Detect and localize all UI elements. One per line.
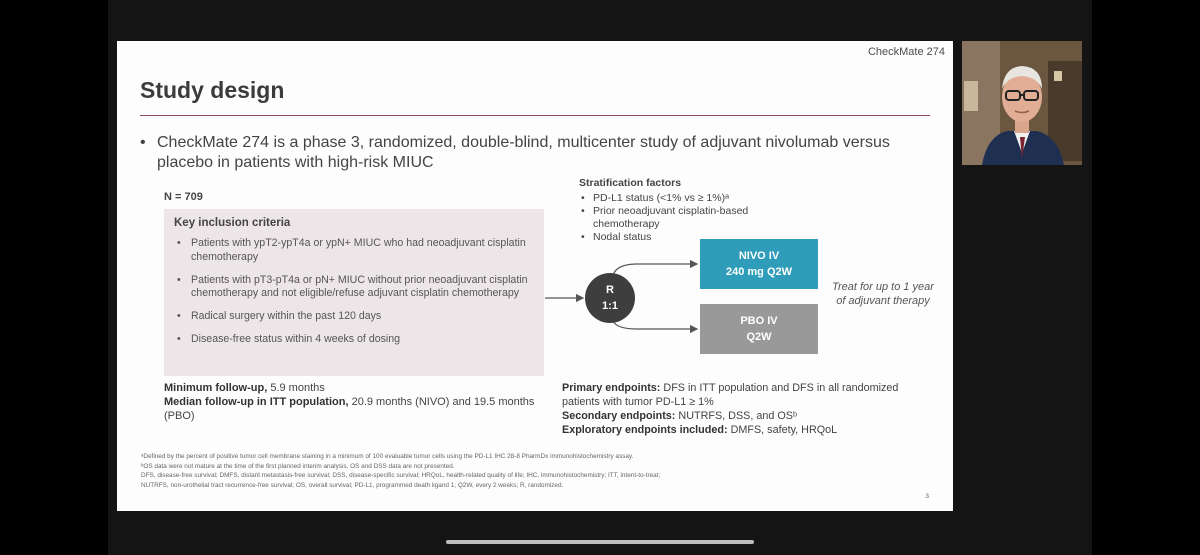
bullet-icon: • [140,134,146,151]
min-follow-up: Minimum follow-up, 5.9 months [164,382,325,394]
endpoints-section [562,381,922,437]
inclusion-item: • Patients with ypT2-ypT4a or ypN+ MIUC who had neoadjuvant cisplatin chemotherapy [174,237,539,264]
median-follow-up: Median follow-up in ITT population, 20.9 months (NIVO) and 19.5 months (PBO) [164,396,535,422]
stratification-title: Stratification factors [579,177,682,189]
nivo-arm-box: NIVO IV 240 mg Q2W [700,239,818,289]
footnote: DFS, disease-free survival; DMFS, distant metastasis-free survival; DSS, disease-specific survival; HRQoL, health-related quality of life; IHC, immunohistochemistry; ITT, intent-to-treat; [141,472,661,479]
stratification-item: • Prior neoadjuvant cisplatin-based chemotherapy [579,205,759,231]
study-brand: CheckMate 274 [867,46,945,58]
primary-endpoints: Primary endpoints: DFS in ITT population and DFS in all randomized patients with tumor PD-L1 ≥ 1% [562,382,899,408]
inclusion-item: • Radical surgery within the past 120 days [174,310,539,324]
inclusion-title: Key inclusion criteria [174,217,291,229]
exploratory-endpoints: Exploratory endpoints included: DMFS, safety, HRQoL [562,424,838,436]
presentation-slide [117,41,953,511]
inclusion-item: • Patients with pT3-pT4a or pN+ MIUC without prior neoadjuvant cisplatin chemotherapy and not eligible/refuse adjuvant cisplatin chemotherapy [174,274,539,301]
footnotes [141,452,941,490]
footnote: ᵃDefined by the percent of positive tumor cell membrane staining in a minimum of 100 evaluable tumor cells using the PD-L1 IHC 28-8 PharmDx immunohistochemistry assay. [141,453,634,460]
study-summary-text: CheckMate 274 is a phase 3, randomized, double-blind, multicenter study of adjuvant nivolumab versus placebo in patients with high-risk MIUC [157,134,890,171]
page-number: 3 [925,493,929,500]
randomization-arrows [117,41,953,511]
arrow-to-nivo [613,264,697,275]
speaker-video [962,41,1082,165]
slide-title: Study design [140,77,285,103]
stratification-item: • Nodal status [579,231,759,244]
footnote: ᵇOS data were not mature at the time of the first planned interim analysis. OS and DSS data are not presented. [141,462,455,470]
placebo-arm-box: PBO IV Q2W [700,304,818,354]
inclusion-item: • Disease-free status within 4 weeks of dosing [174,333,539,347]
secondary-endpoints: Secondary endpoints: NUTRFS, DSS, and OSᵇ [562,410,798,422]
randomization-circle: R 1:1 [585,273,635,323]
stratification-item: • PD-L1 status (<1% vs ≥ 1%)ᵃ [579,192,759,205]
treatment-duration-note: Treat for up to 1 year of adjuvant therapy [832,281,934,307]
footnote: NUTRFS, non-urothelial tract recurrence-free survival; OS, overall survival; PD-L1, programmed death ligand 1; Q2W, every 2 weeks; R, randomized. [141,481,564,489]
speaker-webcam-tile[interactable] [962,41,1082,165]
video-progress-bar[interactable] [446,540,754,544]
arrow-to-pbo [613,321,697,329]
sample-size: N = 709 [164,191,203,203]
